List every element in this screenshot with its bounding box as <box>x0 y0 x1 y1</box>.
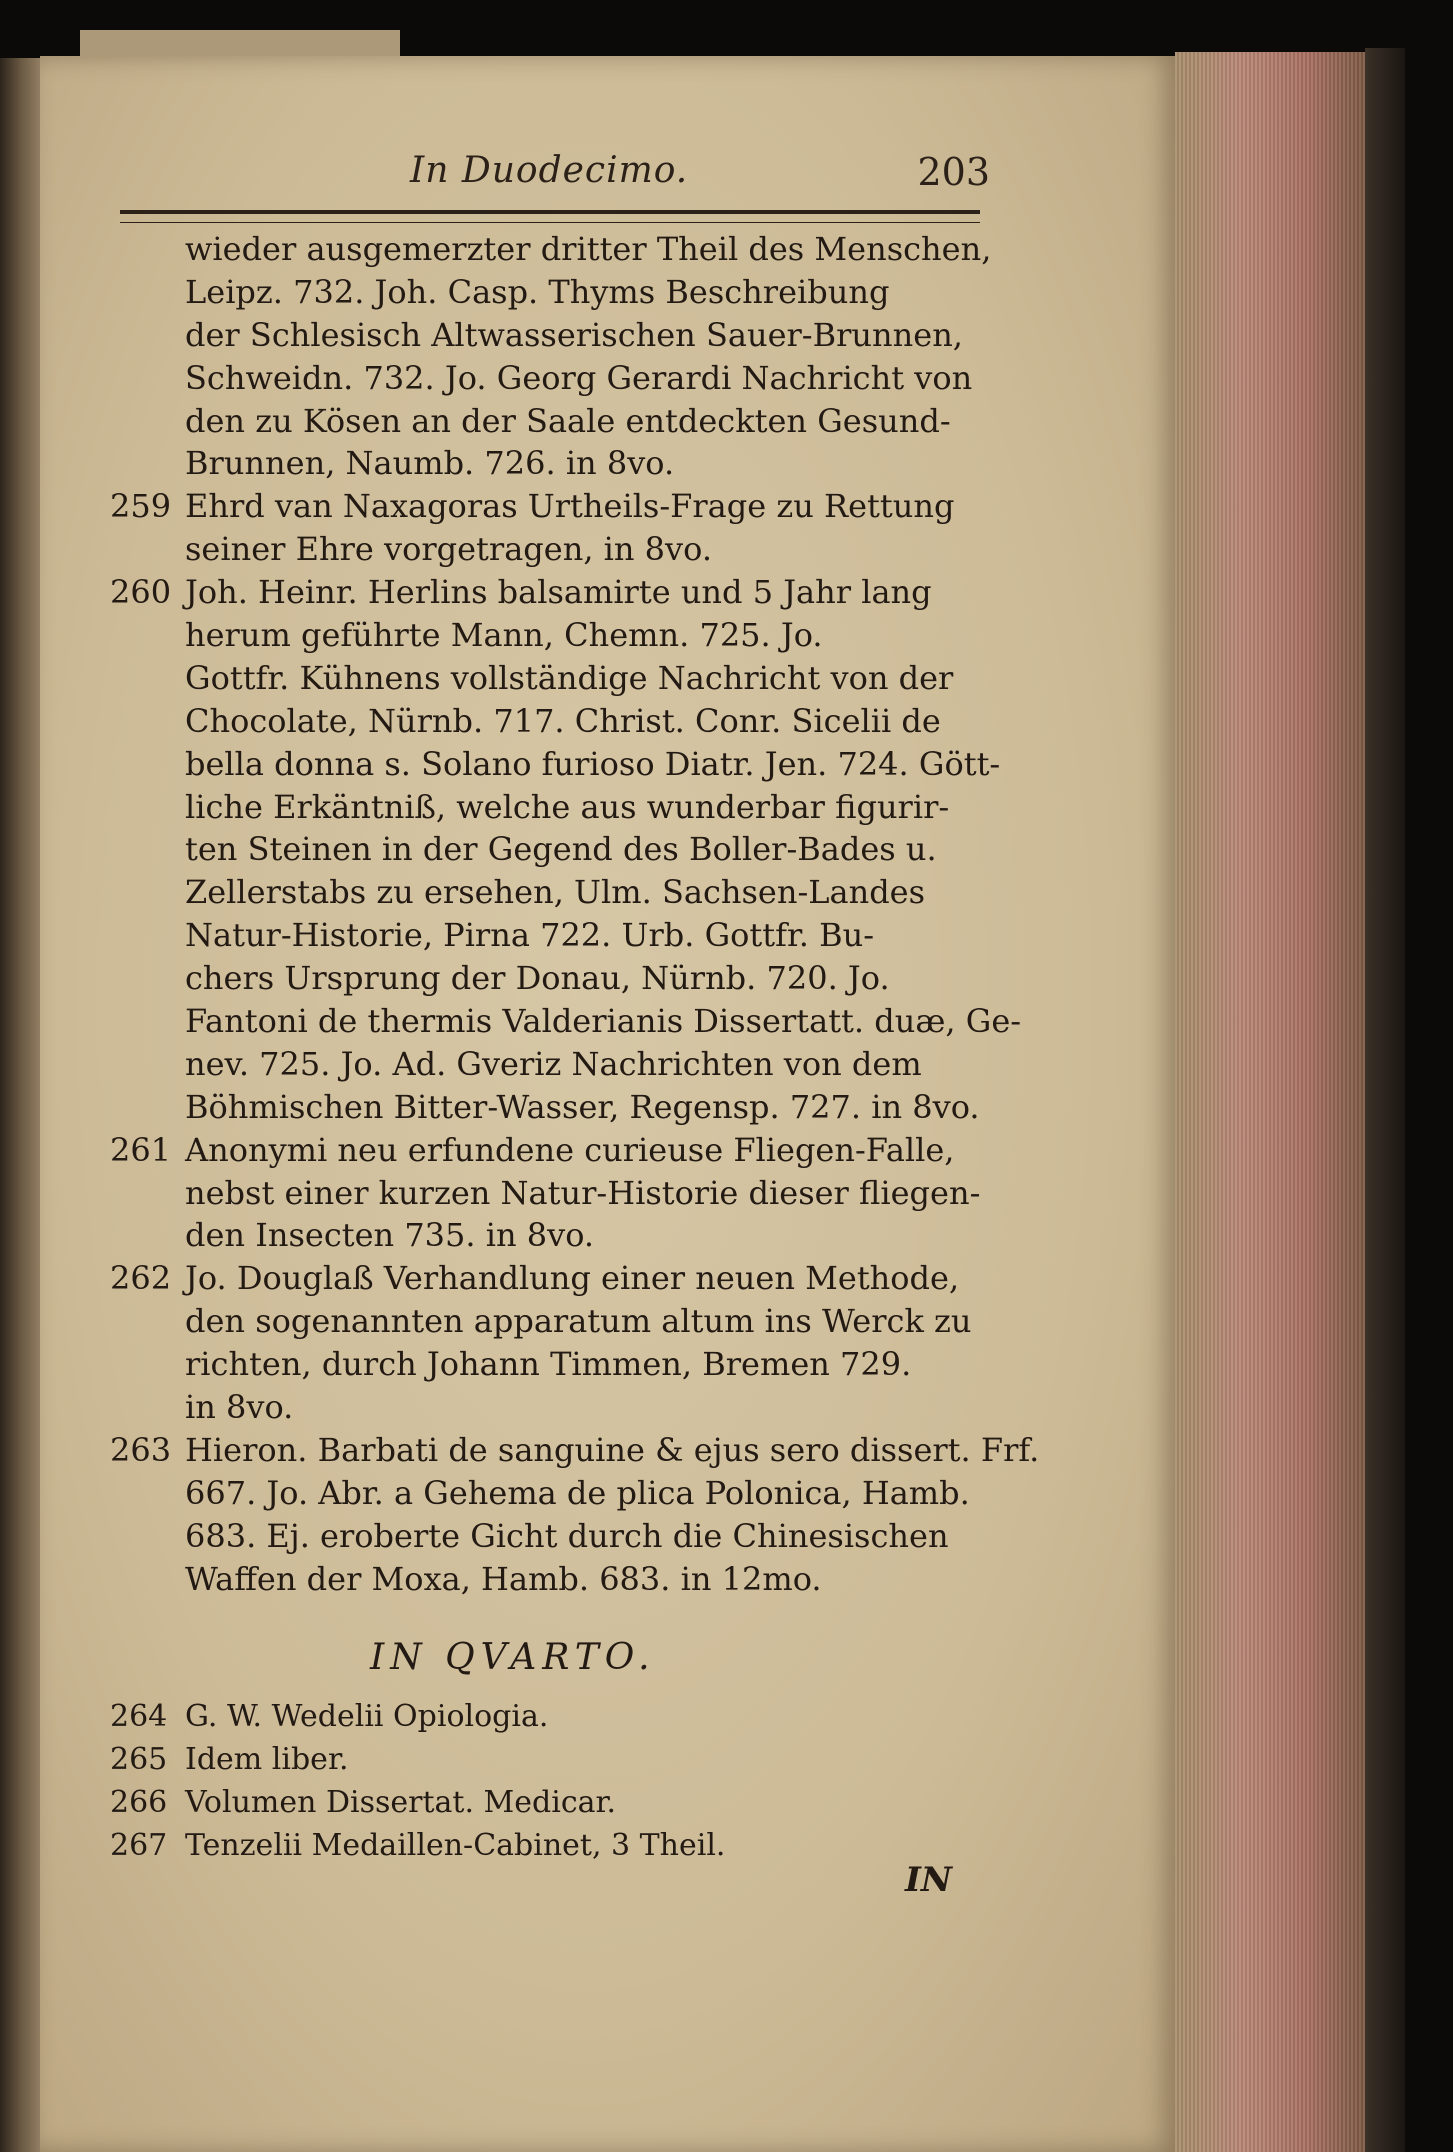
line-text: Volumen Dissertat. Medicar. <box>185 1784 617 1820</box>
text-line <box>110 657 990 700</box>
entry-number: 260 <box>110 573 172 612</box>
line-text: Waffen der Moxa, Hamb. 683. in 12mo. <box>185 1559 822 1598</box>
text-line <box>110 1129 990 1172</box>
catch-word: IN <box>905 1860 952 1900</box>
text-line <box>110 1738 990 1781</box>
line-text: ten Steinen in der Gegend des Boller-Bades u. <box>185 830 937 869</box>
text-line <box>110 828 990 871</box>
entry-number: 262 <box>110 1259 172 1298</box>
text-line <box>110 571 990 614</box>
line-text: in 8vo. <box>185 1388 294 1427</box>
entry-number: 263 <box>110 1430 172 1469</box>
text-line <box>110 614 990 657</box>
line-text: bella donna s. Solano furioso Diatr. Jen. 724. Gött- <box>185 744 1001 783</box>
entry-number: 266 <box>110 1784 168 1820</box>
text-line <box>110 786 990 829</box>
line-text: Natur-Historie, Pirna 722. Urb. Gottfr. Bu- <box>185 916 875 955</box>
text-line <box>110 314 990 357</box>
line-text: chers Ursprung der Donau, Nürnb. 720. Jo. <box>185 959 890 998</box>
line-text: Leipz. 732. Joh. Casp. Thyms Beschreibung <box>185 272 890 311</box>
text-line <box>110 1086 990 1129</box>
text-line <box>110 1824 990 1867</box>
text-line <box>110 1472 990 1515</box>
entry-number: 267 <box>110 1827 168 1863</box>
text-line <box>110 1343 990 1386</box>
line-text: Chocolate, Nürnb. 717. Christ. Conr. Sicelii de <box>185 701 941 740</box>
quarto-list <box>110 1695 990 1867</box>
text-line <box>110 1000 1022 1043</box>
line-text: Idem liber. <box>185 1741 349 1777</box>
line-text: den Insecten 735. in 8vo. <box>185 1216 595 1255</box>
text-line <box>110 400 990 443</box>
line-text: herum geführte Mann, Chemn. 725. Jo. <box>185 616 823 655</box>
text-line <box>110 1386 990 1429</box>
text-line <box>110 914 990 957</box>
text-line <box>110 743 1001 786</box>
text-line <box>110 1257 990 1300</box>
text-line <box>110 1300 990 1343</box>
line-text: den sogenannten apparatum altum ins Werck zu <box>185 1302 972 1341</box>
line-text: Böhmischen Bitter-Wasser, Regensp. 727. in 8vo. <box>185 1087 980 1126</box>
line-text: Brunnen, Naumb. 726. in 8vo. <box>185 444 675 483</box>
entry-number: 261 <box>110 1130 172 1169</box>
entry-number: 265 <box>110 1741 168 1777</box>
text-line <box>110 1695 990 1738</box>
text-line <box>110 271 990 314</box>
text-line <box>110 442 990 485</box>
text-line <box>110 485 990 528</box>
text-line <box>110 1172 990 1215</box>
page-header <box>410 150 990 200</box>
line-text: Schweidn. 732. Jo. Georg Gerardi Nachricht von <box>185 358 973 397</box>
line-text: Zellerstabs zu ersehen, Ulm. Sachsen-Landes <box>185 873 926 912</box>
line-text: Joh. Heinr. Herlins balsamirte und 5 Jahr lang <box>185 573 932 612</box>
line-text: Tenzelii Medaillen-Cabinet, 3 Theil. <box>185 1827 726 1863</box>
text-line <box>110 528 990 571</box>
line-text: G. W. Wedelii Opiologia. <box>185 1699 549 1734</box>
line-text: Gottfr. Kühnens vollständige Nachricht von der <box>185 658 954 697</box>
line-text: Jo. Douglaß Verhandlung einer neuen Methode, <box>185 1259 960 1298</box>
text-line <box>110 1214 990 1257</box>
text-line <box>110 357 990 400</box>
running-title: In Duodecimo. <box>410 150 689 191</box>
line-text: Anonymi neu erfundene curieuse Fliegen-Falle, <box>185 1130 955 1169</box>
text-line <box>110 700 990 743</box>
main-text-block <box>110 228 1040 1601</box>
line-text: nebst einer kurzen Natur-Historie dieser fliegen- <box>185 1173 981 1212</box>
text-line <box>110 871 990 914</box>
line-text: Fantoni de thermis Valderianis Dissertatt. duæ, Ge- <box>185 1002 1022 1041</box>
line-text: 667. Jo. Abr. a Gehema de plica Polonica, Hamb. <box>185 1473 970 1512</box>
line-text: seiner Ehre vorgetragen, in 8vo. <box>185 530 712 569</box>
line-text: nev. 725. Jo. Ad. Gveriz Nachrichten von dem <box>185 1044 922 1083</box>
line-text: liche Erkäntniß, welche aus wunderbar figurir- <box>185 787 950 826</box>
line-text: Ehrd van Naxagoras Urtheils-Frage zu Rettung <box>185 487 955 526</box>
entry-number: 264 <box>110 1699 168 1734</box>
header-rule <box>120 210 980 223</box>
text-line <box>110 957 990 1000</box>
text-line <box>110 1781 990 1824</box>
line-text: der Schlesisch Altwasserischen Sauer-Brunnen, <box>185 315 963 354</box>
text-line <box>110 1043 990 1086</box>
line-text: 683. Ej. eroberte Gicht durch die Chinesischen <box>185 1516 949 1555</box>
text-line <box>110 1515 990 1558</box>
line-text: richten, durch Johann Timmen, Bremen 729. <box>185 1345 912 1384</box>
text-line <box>110 228 990 271</box>
text-line <box>110 1429 1040 1472</box>
page-number: 203 <box>917 150 990 194</box>
line-text: wieder ausgemerzter dritter Theil des Menschen, <box>185 230 992 268</box>
entry-number: 259 <box>110 487 172 526</box>
book-cover-right <box>1365 48 1405 2152</box>
text-line <box>110 1558 990 1601</box>
line-text: den zu Kösen an der Saale entdeckten Gesund- <box>185 401 951 440</box>
book-page-edges <box>1175 52 1365 2152</box>
line-text: Hieron. Barbati de sanguine & ejus sero dissert. Frf. <box>185 1430 1040 1469</box>
section-heading: IN QVARTO. <box>370 1637 656 1678</box>
